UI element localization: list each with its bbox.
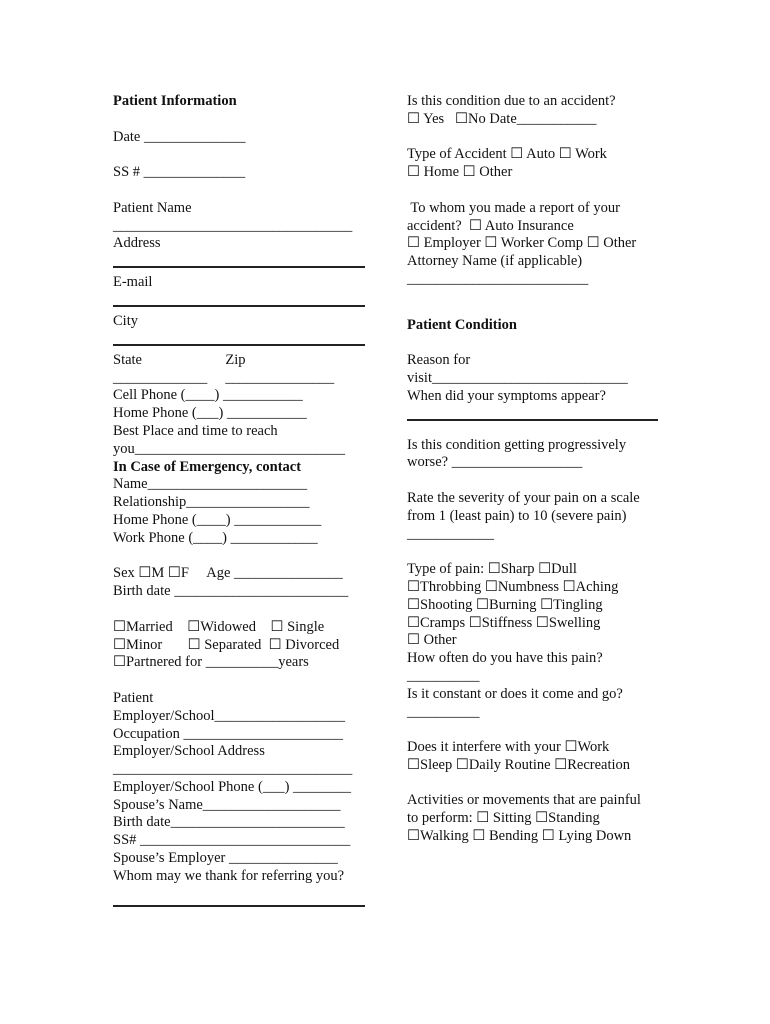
symptoms-label: When did your symptoms appear?: [407, 387, 606, 404]
accident-type-row-2[interactable]: ☐ Home ☐ Other: [407, 164, 513, 181]
pain-type-row-3[interactable]: ☐Shooting ☐Burning ☐Tingling: [407, 596, 603, 613]
activities-row-1[interactable]: to perform: ☐ Sitting ☐Standing: [407, 810, 600, 827]
spouse-ss-field[interactable]: SS# _____________________________: [113, 832, 351, 849]
patient-information-column: [113, 93, 365, 886]
referral-label: Whom may we thank for referring you?: [113, 867, 345, 884]
email-label: E-mail: [113, 274, 153, 291]
progressive-label: Is this condition getting progressively: [407, 436, 627, 453]
pain-type-row-1[interactable]: Type of pain: ☐Sharp ☐Dull: [407, 561, 577, 578]
how-often-label: How often do you have this pain?: [407, 650, 603, 667]
employer-address-field[interactable]: _________________________________: [113, 761, 353, 778]
cell-phone-field[interactable]: Cell Phone (____) ___________: [113, 387, 303, 404]
address-label: Address: [113, 235, 161, 252]
attorney-label: Attorney Name (if applicable): [407, 253, 583, 270]
progressive-field[interactable]: worse? __________________: [407, 454, 583, 471]
report-options-row-1[interactable]: accident? ☐ Auto Insurance: [407, 217, 574, 234]
emergency-home-phone-field[interactable]: Home Phone (____) ____________: [113, 511, 322, 528]
emergency-work-phone-field[interactable]: Work Phone (____) ____________: [113, 529, 318, 546]
employer-phone-field[interactable]: Employer/School Phone (___) ________: [113, 778, 352, 795]
interfere-row-2[interactable]: ☐Sleep ☐Daily Routine ☐Recreation: [407, 756, 631, 773]
occupation-field[interactable]: Occupation ______________________: [113, 725, 343, 742]
patient-name-label: Patient Name: [113, 199, 192, 216]
emergency-contact-title: In Case of Emergency, contact: [113, 458, 302, 475]
address-field[interactable]: [113, 266, 365, 268]
emergency-name-field[interactable]: Name______________________: [113, 476, 308, 493]
constant-field[interactable]: __________: [407, 703, 480, 720]
reason-field[interactable]: visit___________________________: [407, 369, 628, 386]
activities-row-2[interactable]: ☐Walking ☐ Bending ☐ Lying Down: [407, 828, 632, 845]
marital-status-row-2[interactable]: ☐Minor ☐ Separated ☐ Divorced: [113, 636, 340, 653]
patient-name-field[interactable]: _________________________________: [113, 217, 353, 234]
pain-type-row-2[interactable]: ☐Throbbing ☐Numbness ☐Aching: [407, 578, 619, 595]
report-options-row-2[interactable]: ☐ Employer ☐ Worker Comp ☐ Other: [407, 235, 637, 252]
attorney-field[interactable]: _________________________: [407, 270, 589, 287]
best-place-label: Best Place and time to reach: [113, 422, 278, 439]
home-phone-field[interactable]: Home Phone (___) ___________: [113, 405, 307, 422]
patient-information-title: Patient Information: [113, 93, 237, 109]
city-field[interactable]: [113, 344, 365, 346]
ss-field[interactable]: SS # ______________: [113, 164, 246, 181]
emergency-relationship-field[interactable]: Relationship_________________: [113, 494, 310, 511]
patient-label: Patient: [113, 689, 154, 706]
report-question: To whom you made a report of your: [407, 199, 620, 216]
pain-type-row-5[interactable]: ☐ Other: [407, 632, 457, 649]
accident-condition-column: [407, 93, 662, 846]
email-field[interactable]: [113, 305, 365, 307]
severity-label-1: Rate the severity of your pain on a scale: [407, 489, 640, 506]
marital-status-row-1[interactable]: ☐Married ☐Widowed ☐ Single: [113, 618, 325, 635]
sex-age-field[interactable]: Sex ☐M ☐F Age _______________: [113, 565, 343, 582]
spouse-birth-date-field[interactable]: Birth date________________________: [113, 814, 345, 831]
how-often-field[interactable]: __________: [407, 667, 480, 684]
referral-field[interactable]: [113, 905, 365, 907]
interfere-row-1[interactable]: Does it interfere with your ☐Work: [407, 739, 610, 756]
birth-date-field[interactable]: Birth date ________________________: [113, 583, 349, 600]
symptoms-field[interactable]: [407, 419, 658, 421]
constant-label: Is it constant or does it come and go?: [407, 685, 623, 702]
employer-school-field[interactable]: Employer/School__________________: [113, 707, 345, 724]
accident-question: Is this condition due to an accident?: [407, 93, 616, 109]
patient-condition-title: Patient Condition: [407, 316, 517, 333]
best-place-field[interactable]: you_____________________________: [113, 440, 345, 457]
date-field[interactable]: Date ______________: [113, 128, 246, 145]
accident-type-row-1[interactable]: Type of Accident ☐ Auto ☐ Work: [407, 146, 607, 163]
reason-label: Reason for: [407, 352, 471, 369]
state-zip-label: State Zip: [113, 351, 246, 368]
severity-label-2: from 1 (least pain) to 10 (severe pain): [407, 507, 627, 524]
state-zip-field[interactable]: _____________ _______________: [113, 369, 335, 386]
city-label: City: [113, 312, 138, 329]
spouse-name-field[interactable]: Spouse’s Name___________________: [113, 796, 341, 813]
spouse-employer-field[interactable]: Spouse’s Employer _______________: [113, 850, 338, 867]
pain-type-row-4[interactable]: ☐Cramps ☐Stiffness ☐Swelling: [407, 614, 601, 631]
accident-options[interactable]: ☐ Yes ☐No Date___________: [407, 110, 597, 127]
activities-label: Activities or movements that are painful: [407, 792, 641, 809]
employer-address-label: Employer/School Address: [113, 743, 265, 760]
partnered-field[interactable]: ☐Partnered for __________years: [113, 654, 309, 671]
severity-field[interactable]: ____________: [407, 525, 494, 542]
